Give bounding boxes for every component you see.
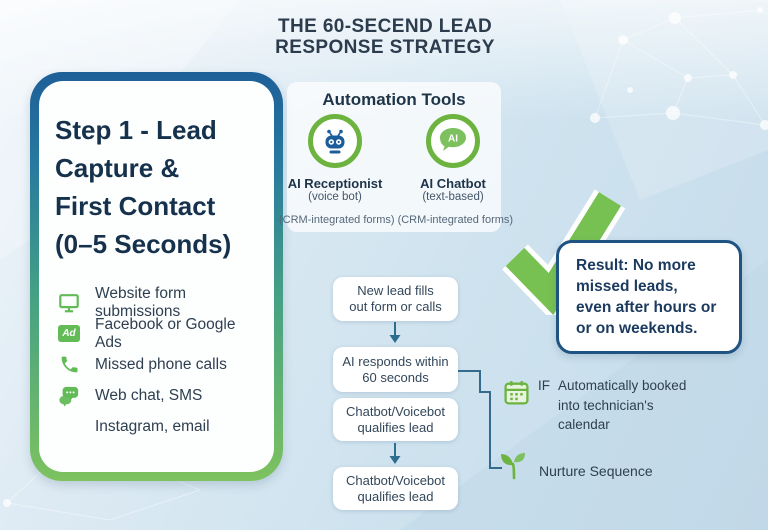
ad-icon-label: Ad (58, 325, 80, 342)
flow-step-1 (333, 277, 458, 321)
down-arrow-icon (388, 322, 402, 344)
outcome-nurture (498, 447, 653, 486)
result-text-line: missed leads, (576, 278, 678, 295)
flow-step-text: qualifies lead (357, 419, 434, 435)
if-label: IF (538, 378, 550, 393)
down-arrow-icon (388, 443, 402, 465)
flow-step-text: qualifies lead (357, 488, 434, 504)
ad-icon (55, 322, 83, 346)
flow-step-text: Chatbot/Voicebot (345, 472, 446, 488)
flow-step-text: AI responds within (342, 353, 449, 369)
flow-step-text: New lead fills (357, 283, 434, 298)
result-text-line: or on weekends. (576, 320, 698, 337)
booked-text-line: into technician's (558, 397, 654, 413)
booked-text-line: Automatically booked (558, 378, 687, 393)
list-item (55, 315, 260, 351)
result-callout (556, 240, 742, 354)
list-item-label: Instagram, email (95, 417, 210, 435)
flow-step-text: 60 seconds (362, 369, 429, 385)
outcome-booked (503, 376, 686, 435)
step1-card (30, 72, 283, 481)
list-item (55, 380, 260, 411)
step1-heading-line: Step 1 - Lead (55, 115, 217, 145)
tool-ai-receptionist (287, 114, 383, 203)
step1-heading-line: (0–5 Seconds) (55, 229, 232, 259)
result-text-line: even after hours or (576, 299, 717, 316)
list-item-label: Website form submissions (95, 284, 187, 320)
flow-step-2 (333, 347, 458, 392)
tool-name: AI Receptionist (287, 176, 383, 191)
chat-icon (55, 384, 83, 408)
list-item-label: Web chat, SMS (95, 386, 203, 404)
automation-tools-row (287, 114, 501, 203)
tool-subtitle: (text-based) (422, 191, 484, 203)
step1-heading (55, 111, 260, 263)
phone-icon (55, 353, 83, 377)
tool-name: AI Chatbot (420, 176, 486, 191)
list-item (55, 411, 260, 442)
flow-step-text: out form or calls (349, 299, 442, 314)
list-item (55, 284, 260, 320)
list-item (55, 349, 260, 380)
sprout-icon (498, 447, 530, 486)
result-text-line: Result: No more (576, 257, 696, 274)
calendar-icon (503, 379, 530, 406)
step1-heading-line: First Contact (55, 191, 216, 221)
nurture-label: Nurture Sequence (539, 462, 653, 479)
ai-bubble-label: AI (448, 133, 458, 145)
page-title-line-1: THE 60-SECEND LEAD (277, 16, 493, 37)
step1-heading-line: Capture & (55, 153, 180, 183)
crm-footnote: (CRM-integrated forms) (CRM-integrated forms) (279, 214, 514, 226)
tool-ai-chatbot (409, 114, 497, 203)
flow-step-text: Chatbot/Voicebot (345, 403, 446, 419)
booked-text (558, 376, 686, 435)
automation-tools-heading: Automation Tools (322, 90, 466, 109)
flow-step-3 (333, 398, 458, 441)
robot-icon (308, 114, 362, 168)
chat-bubble-ai-icon (426, 114, 480, 168)
list-item-label: Facebook or Google Ads (95, 315, 236, 351)
automation-tools-panel (279, 82, 514, 232)
list-item-label: Missed phone calls (95, 355, 227, 373)
monitor-icon (55, 291, 83, 315)
flow-step-4 (333, 467, 458, 510)
empty-icon-spacer (55, 415, 83, 439)
tool-subtitle: (voice bot) (308, 191, 362, 203)
lead-sources-list (55, 284, 260, 442)
step1-card-body (39, 81, 274, 472)
page-title-line-2: RESPONSE STRATEGY (275, 37, 495, 58)
booked-text-line: calendar (558, 417, 610, 432)
page-title (190, 16, 580, 58)
